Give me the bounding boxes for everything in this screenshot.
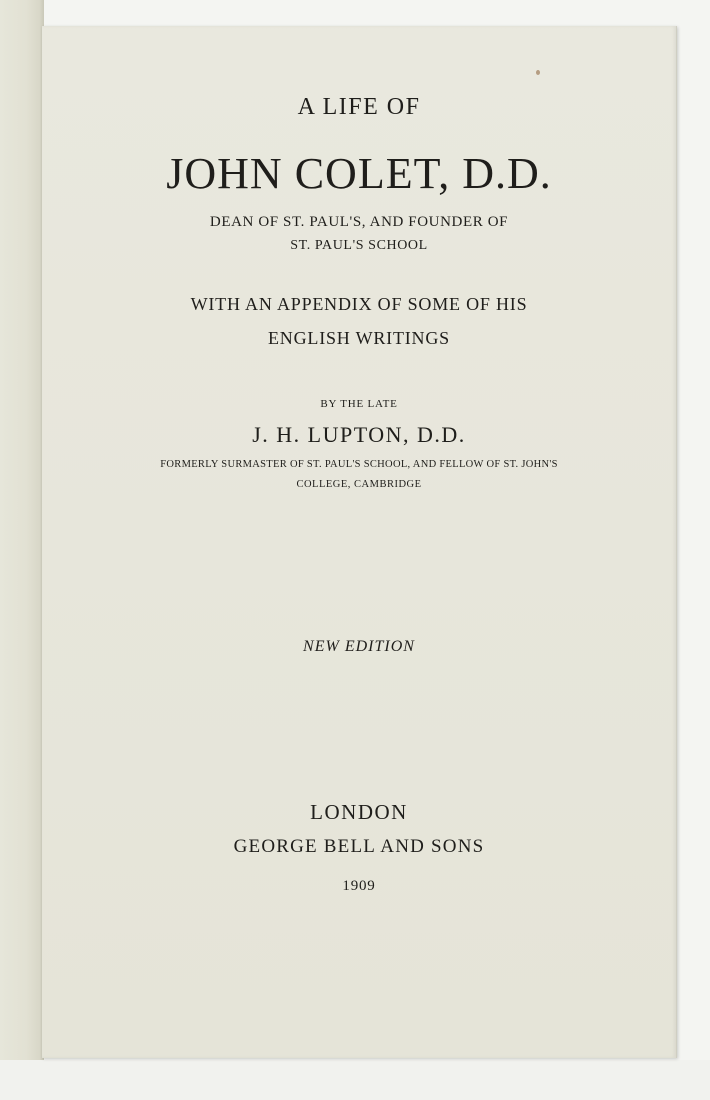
title-page [42,26,677,1058]
author-description-line-2: COLLEGE, CAMBRIDGE [296,479,422,490]
edition-label: NEW EDITION [303,638,415,655]
appendix-line-1: WITH AN APPENDIX OF SOME OF HIS [190,294,528,314]
author-name: J. H. LUPTON, D.D. [252,422,466,447]
facing-page-edge [0,0,44,1100]
publisher-name: GEORGE BELL AND SONS [233,836,485,857]
book-title: JOHN COLET, D.D. [166,149,552,198]
background-strip [0,1060,710,1100]
publication-year: 1909 [342,878,376,894]
paper-speck [536,70,540,75]
publication-city: LONDON [310,800,408,824]
pre-title: A LIFE OF [297,94,421,120]
by-line: BY THE LATE [320,398,398,410]
appendix-line-2: ENGLISH WRITINGS [268,328,450,348]
subtitle-line-1: DEAN OF ST. PAUL'S, AND FOUNDER OF [209,214,509,230]
subtitle-line-2: ST. PAUL'S SCHOOL [290,238,428,253]
author-description-line-1: FORMERLY SURMASTER OF ST. PAUL'S SCHOOL, AND FELLOW OF ST. JOHN'S [160,459,558,470]
